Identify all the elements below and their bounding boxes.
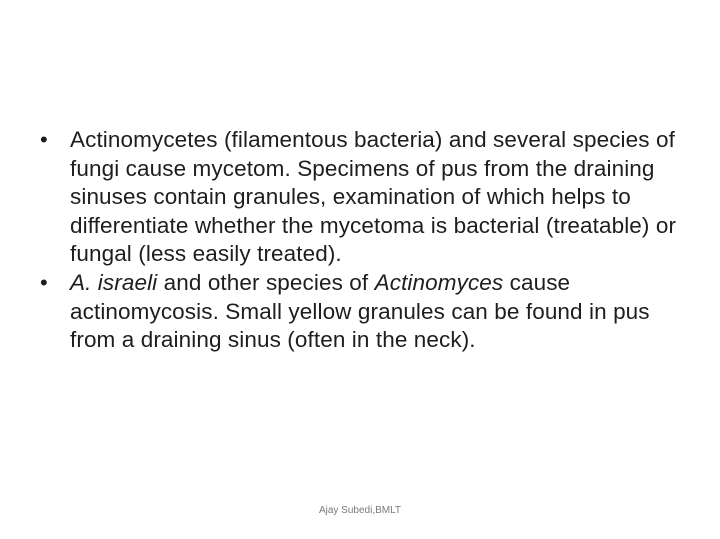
bullet-item-1 <box>36 126 686 269</box>
footer-author: Ajay Subedi,BMLT <box>318 505 402 516</box>
bullet-text: and other species of <box>157 269 375 295</box>
bullet-text: Actinomycetes (filamentous bacteria) and several species of fungi cause mycetom. Specimens of pus from the draining sinuses contain granules, examination of which helps to differentiate whether the mycetoma is bacterial (treatable) or fungal (less easily treated). <box>70 127 677 267</box>
bullet-dot-icon: • <box>40 127 48 152</box>
italic-species-name: A. israeli <box>70 269 158 295</box>
italic-genus-name: Actinomyces <box>374 269 504 295</box>
bullet-item-2 <box>36 269 686 355</box>
bullet-text: cause actinomycosis. Small yellow granules can be found in pus from a draining sinus (often in the neck). <box>70 269 650 353</box>
bullet-list <box>36 126 686 355</box>
bullet-dot-icon: • <box>40 269 48 295</box>
